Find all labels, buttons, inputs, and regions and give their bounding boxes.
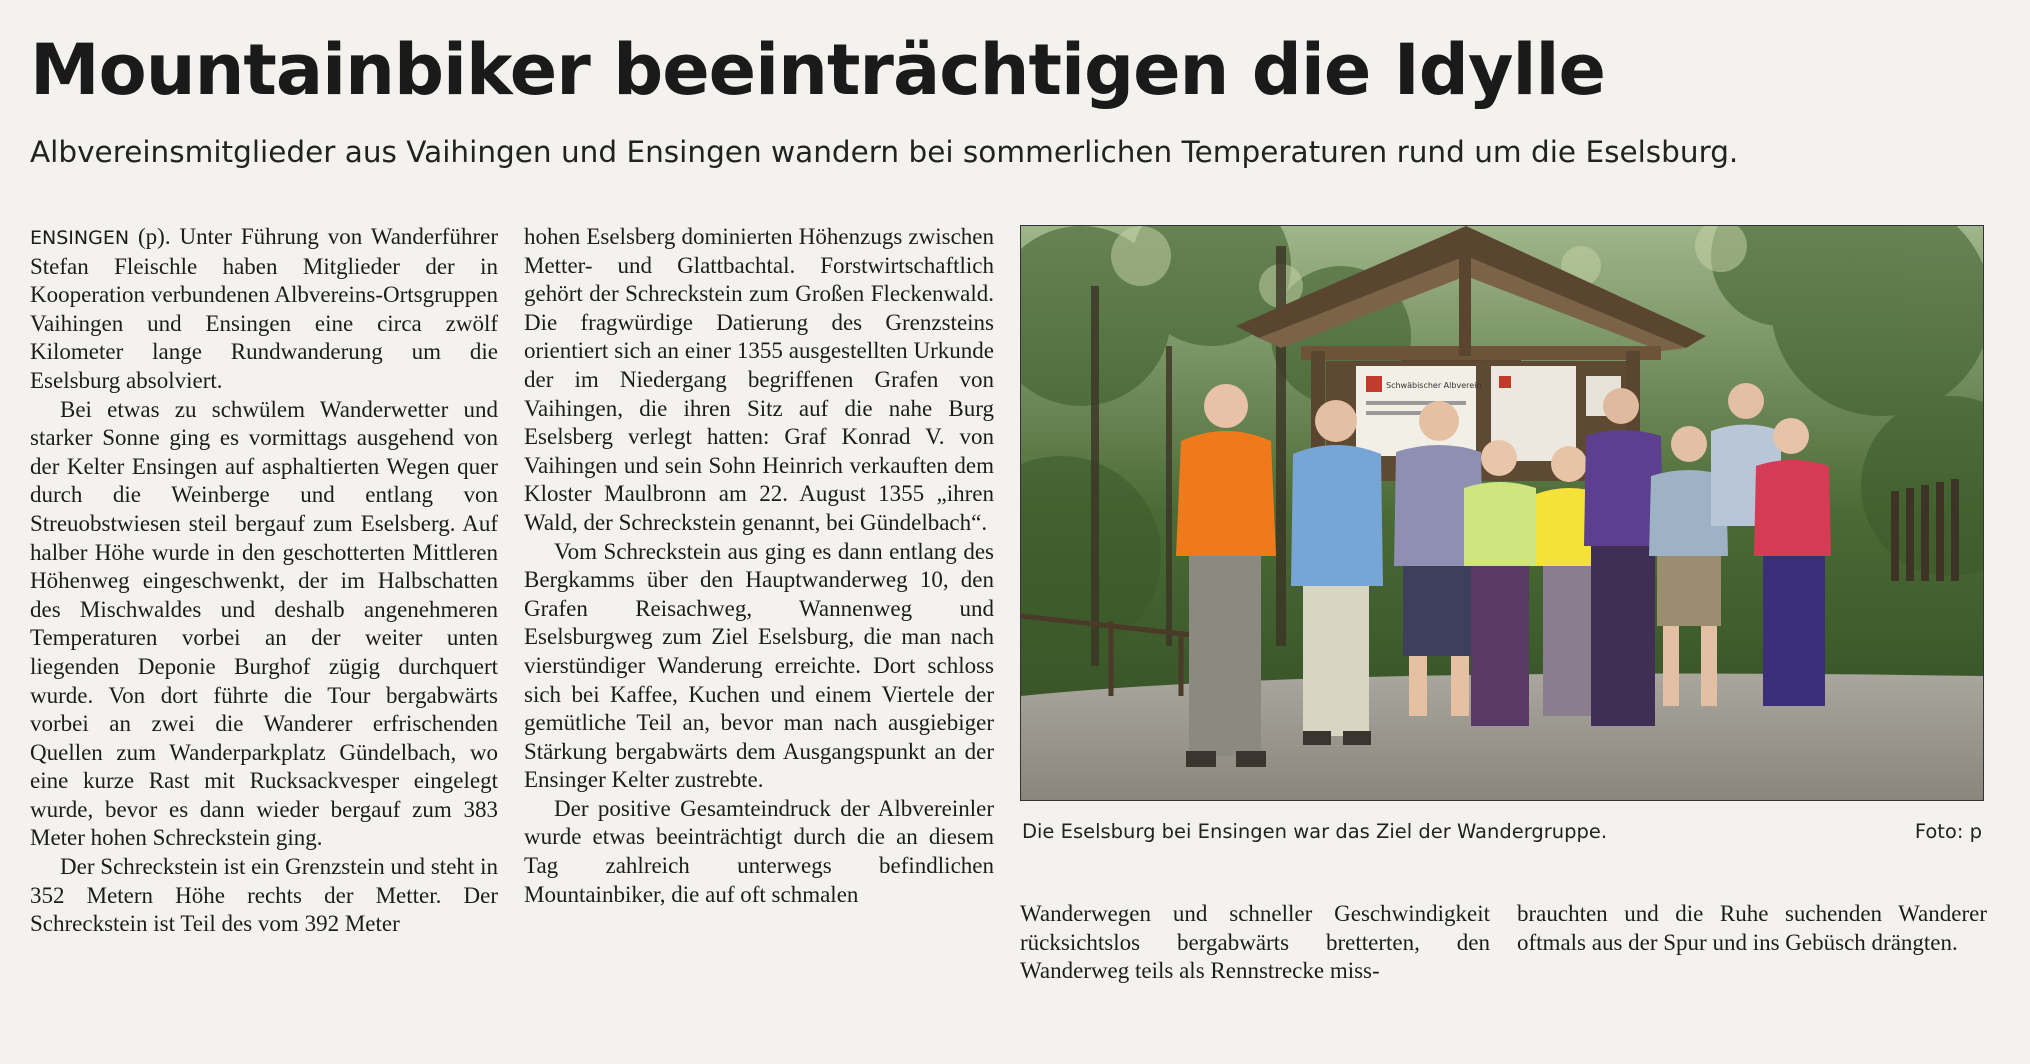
paragraph-3-continued: hohen Eselsberg dominierten Höhenzugs zwischen Metter- und Glattbachtal. Forstwirtschaftlich gehört der Schreckstein zum Großen Fleckenwald. Die fragwürdige Datierung des Grenzsteins orientiert sich an einer 1355 ausgestellten Urkunde der im Niedergang begriffenen Grafen von Vaihingen, die ihren Sitz auf die nahe Burg Eselsberg verlegt hatten: Graf Konrad V. von Vaihingen und sein Sohn Heinrich verkauften dem Kloster Maulbronn am 22. August 1355 „ihren Wald, der Schreckstein genannt, bei Gündelbach“. xyxy=(524,224,994,535)
paragraph-5-continued-1: Wanderwegen und schneller Geschwindigkeit rücksichtslos bergabwärts bretterten, den Wanderweg teils als Rennstrecke miss- xyxy=(1020,901,1490,984)
lead-text: (p). Unter Führung von Wanderführer Stefan Fleischle haben Mitglieder der in Kooperation verbundenen Albvereins-Ortsgruppen Vaihingen und Ensingen eine circa zwölf Kilometer lange Rundwanderung um die Eselsburg absolviert. xyxy=(30,224,498,393)
text-column-4 xyxy=(1517,900,1987,957)
lead-paragraph xyxy=(30,223,498,396)
headline: Mountainbiker beeinträchtigen die Idylle xyxy=(30,29,1605,111)
text-column-2 xyxy=(524,223,994,909)
paragraph-5-continued-2: brauchten und die Ruhe suchenden Wanderer oftmals aus der Spur und ins Gebüsch drängten. xyxy=(1517,901,1987,955)
dateline: ENSINGEN xyxy=(30,227,130,249)
photo-caption-row xyxy=(1022,818,1982,846)
paragraph-2: Bei etwas zu schwülem Wanderwetter und starker Sonne ging es vormittags ausgehend von der Kelter Ensingen auf asphaltierten Wegen quer durch die Weinberge und entlang von Streuobstwiesen steil bergauf zum Eselsberg. Auf halber Höhe wurde in den geschotterten Mittleren Höhenweg eingeschwenkt, der im Halbschatten des Mischwaldes und deshalb angenehmeren Temperaturen vorbei an der weiter unten liegenden Deponie Burghof zügig durchquert wurde. Von dort führte die Tour bergabwärts vorbei an zwei die Wanderer erfrischenden Quellen zum Wanderparkplatz Gündelbach, wo eine kurze Rast mit Rucksackvesper eingelegt wurde, bevor es dann wieder bergauf zum 383 Meter hohen Schreckstein ging. xyxy=(30,396,498,851)
text-column-3 xyxy=(1020,900,1490,986)
photo-illustration xyxy=(1021,226,1983,800)
paragraph-3: Der Schreckstein ist ein Grenzstein und steht in 352 Metern Höhe rechts der Metter. Der Schreckstein ist Teil des vom 392 Meter xyxy=(30,854,498,937)
sign-label: Schwäbischer Albverein xyxy=(1386,381,1482,390)
group-photo xyxy=(1020,225,1984,801)
text-column-1 xyxy=(30,223,498,939)
paragraph-5: Der positive Gesamteindruck der Albvereinler wurde etwas beeinträchtigt durch die an diesem Tag zahlreich unterwegs befindlichen Mountainbiker, die auf oft schmalen xyxy=(524,795,994,907)
photo-caption: Die Eselsburg bei Ensingen war das Ziel der Wandergruppe. xyxy=(1022,820,1608,843)
subheadline: Albvereinsmitglieder aus Vaihingen und Ensingen wandern bei sommerlichen Temperaturen rund um die Eselsburg. xyxy=(30,135,1739,169)
paragraph-4: Vom Schreckstein aus ging es dann entlang des Bergkamms über den Hauptwanderweg 10, den Grafen Reisachweg, Wannenweg und Eselsburgweg zum Ziel Eselsburg, die man nach vierstündiger Wanderung erreichte. Dort schloss sich bei Kaffee, Kuchen und einem Viertele der gemütliche Teil an, bevor man nach ausgiebiger Stärkung bergabwärts dem Ausgangspunkt an der Ensinger Kelter zustrebte. xyxy=(524,538,994,793)
photo-credit: Foto: p xyxy=(1914,820,1982,843)
